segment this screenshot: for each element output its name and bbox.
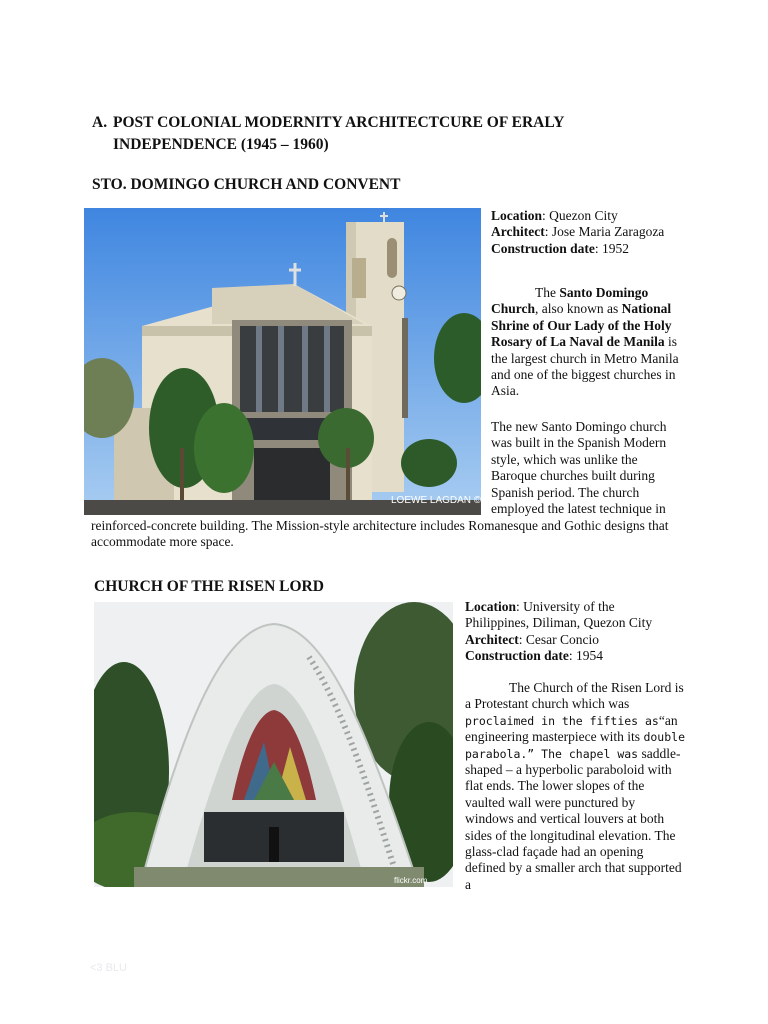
date-value: : 1952 (594, 240, 630, 256)
architect-label: Architect (465, 631, 519, 647)
church1-paragraph2-wrap: reinforced-concrete building. The Mission-style architecture includes Romanesque and Gothic designs that accommodate more space. (91, 518, 669, 550)
church2-meta (465, 599, 680, 665)
church1-paragraph1 (491, 285, 683, 400)
p-text-a: The Church of the Risen Lord is a Protestant church which was (465, 680, 684, 712)
p1-shrine-name: National Shrine of Our Lady of the Holy Rosary of La Naval de Manila (491, 301, 672, 350)
church2-location-row (465, 599, 680, 632)
p1-church-name: Santo Domingo Church (491, 285, 649, 317)
date-label: Construction date (465, 648, 569, 664)
date-value: : 1954 (568, 648, 604, 664)
photo1-credit: LOEWE LAGDAN © (391, 495, 481, 506)
church2-date-row (465, 648, 680, 664)
location-value: : University of the Philippines, Diliman, Quezon City (465, 599, 653, 631)
architect-value: : Jose Maria Zaragoza (544, 224, 665, 240)
p1-text-c: , also known as (535, 301, 622, 317)
church2-architect-row (465, 632, 680, 648)
church1-location-row (491, 208, 691, 224)
location-label: Location (465, 599, 517, 614)
church1-date-row (491, 241, 691, 257)
p-text-b: “an engineering masterpiece with its (465, 712, 678, 745)
date-label: Construction date (491, 240, 595, 256)
p1-text-a: The (535, 285, 560, 300)
church2-paragraph (465, 680, 685, 893)
p-mono-1: proclaimed in the fifties as (465, 713, 659, 728)
architect-label: Architect (491, 224, 545, 240)
section-letter: A. (92, 114, 108, 131)
church1-architect-row (491, 224, 691, 240)
section-title-line2: INDEPENDENCE (1945 – 1960) (113, 136, 329, 153)
santo-domingo-photo (84, 208, 481, 515)
church2-heading: CHURCH OF THE RISEN LORD (94, 578, 324, 595)
p-mono-3: The chapel was (534, 746, 639, 761)
p1-text-e: is the largest church in Metro Manila and one of the biggest churches in Asia. (491, 334, 679, 399)
location-label: Location (491, 208, 543, 223)
church1-paragraph2: The new Santo Domingo church was built in the Spanish Modern style, which was unlike the Baroque churches built during Spanish period. The church employed the latest technique in (491, 419, 667, 517)
church1-heading: STO. DOMINGO CHURCH AND CONVENT (92, 176, 401, 193)
architect-value: : Cesar Concio (518, 631, 599, 647)
risen-lord-photo (94, 602, 453, 887)
watermark: <3 BLU (90, 962, 127, 974)
p-mono-2: double parabola.” (465, 730, 685, 761)
section-title-line1: POST COLONIAL MODERNITY ARCHITECTCURE OF ERALY (113, 114, 565, 131)
location-value: : Quezon City (542, 208, 618, 223)
photo2-credit: flickr.com (394, 876, 428, 885)
church1-meta (491, 208, 691, 257)
p-text-c: saddle-shaped – a hyperbolic paraboloid with flat ends. The lower slopes of the vaulted wall were punctured by windows and vertical louvers at both sides of the longitudinal elevation. The glass-clad façade had an opening defined by a smaller arch that supported a (465, 745, 682, 892)
